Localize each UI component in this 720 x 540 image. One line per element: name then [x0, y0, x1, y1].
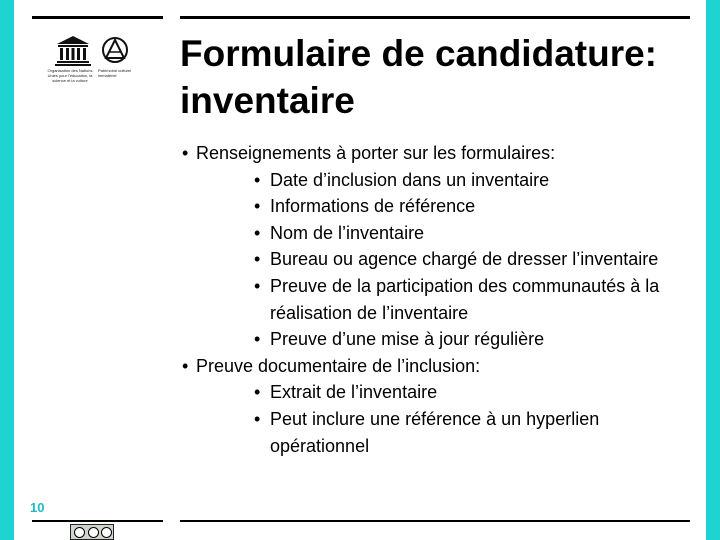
- bullet-marker: •: [254, 222, 261, 243]
- slide-number: 10: [30, 500, 45, 515]
- bullet-marker: •: [182, 143, 189, 163]
- top-rule-left: [32, 16, 163, 19]
- ich-caption: Patrimoine culturel immatériel: [98, 68, 132, 78]
- bullet-text: Date d’inclusion dans un inventaire: [270, 169, 550, 190]
- bullet-item: [178, 273, 688, 326]
- unesco-caption: Organisation des Nations Unies pour l'éducation, la science et la culture: [47, 68, 93, 83]
- bullet-text: Preuve documentaire de l’inclusion:: [196, 355, 481, 376]
- unesco-temple-icon: [55, 34, 91, 66]
- bullet-marker: •: [254, 249, 261, 270]
- bottom-rule-right: [180, 520, 690, 522]
- bullet-marker: •: [254, 275, 261, 296]
- bullet-item: [178, 353, 688, 380]
- bullet-item: [178, 326, 688, 353]
- bullet-marker: •: [254, 169, 261, 190]
- bullet-marker: •: [254, 196, 261, 217]
- creative-commons-badge-icon: [70, 524, 114, 540]
- right-accent-bar: [706, 0, 720, 540]
- top-rule-right: [180, 16, 690, 19]
- bullet-text: Bureau ou agence chargé de dresser l’inventaire: [270, 249, 659, 270]
- bullet-marker: •: [254, 408, 261, 429]
- logo-block: [40, 30, 136, 96]
- slide-title: Formulaire de candidature: inventaire: [180, 33, 657, 121]
- bullet-marker: •: [254, 382, 261, 403]
- bullet-item: [178, 167, 688, 194]
- left-accent-bar: [0, 0, 14, 540]
- bullet-item: [178, 379, 688, 406]
- bullet-list: [178, 140, 688, 459]
- bullet-item: [178, 140, 688, 167]
- bullet-text: Renseignements à porter sur les formulaires:: [196, 143, 556, 163]
- bullet-item: [178, 193, 688, 220]
- bullet-item: [178, 246, 688, 273]
- bullet-text: Extrait de l’inventaire: [270, 382, 438, 403]
- bullet-item: [178, 220, 688, 247]
- bullet-text: Nom de l’inventaire: [270, 222, 425, 243]
- bullet-text: Informations de référence: [270, 196, 476, 217]
- bullet-marker: •: [254, 329, 261, 350]
- bullet-marker: •: [182, 355, 189, 376]
- bullet-text: Preuve d’une mise à jour régulière: [270, 329, 545, 350]
- intangible-heritage-emblem-icon: [100, 34, 130, 66]
- bullet-text: Preuve de la participation des communautés à la réalisation de l’inventaire: [270, 275, 660, 323]
- bullet-text: Peut inclure une référence à un hyperlien opérationnel: [270, 408, 600, 456]
- bottom-rule-left: [32, 520, 163, 522]
- bullet-item: [178, 406, 688, 459]
